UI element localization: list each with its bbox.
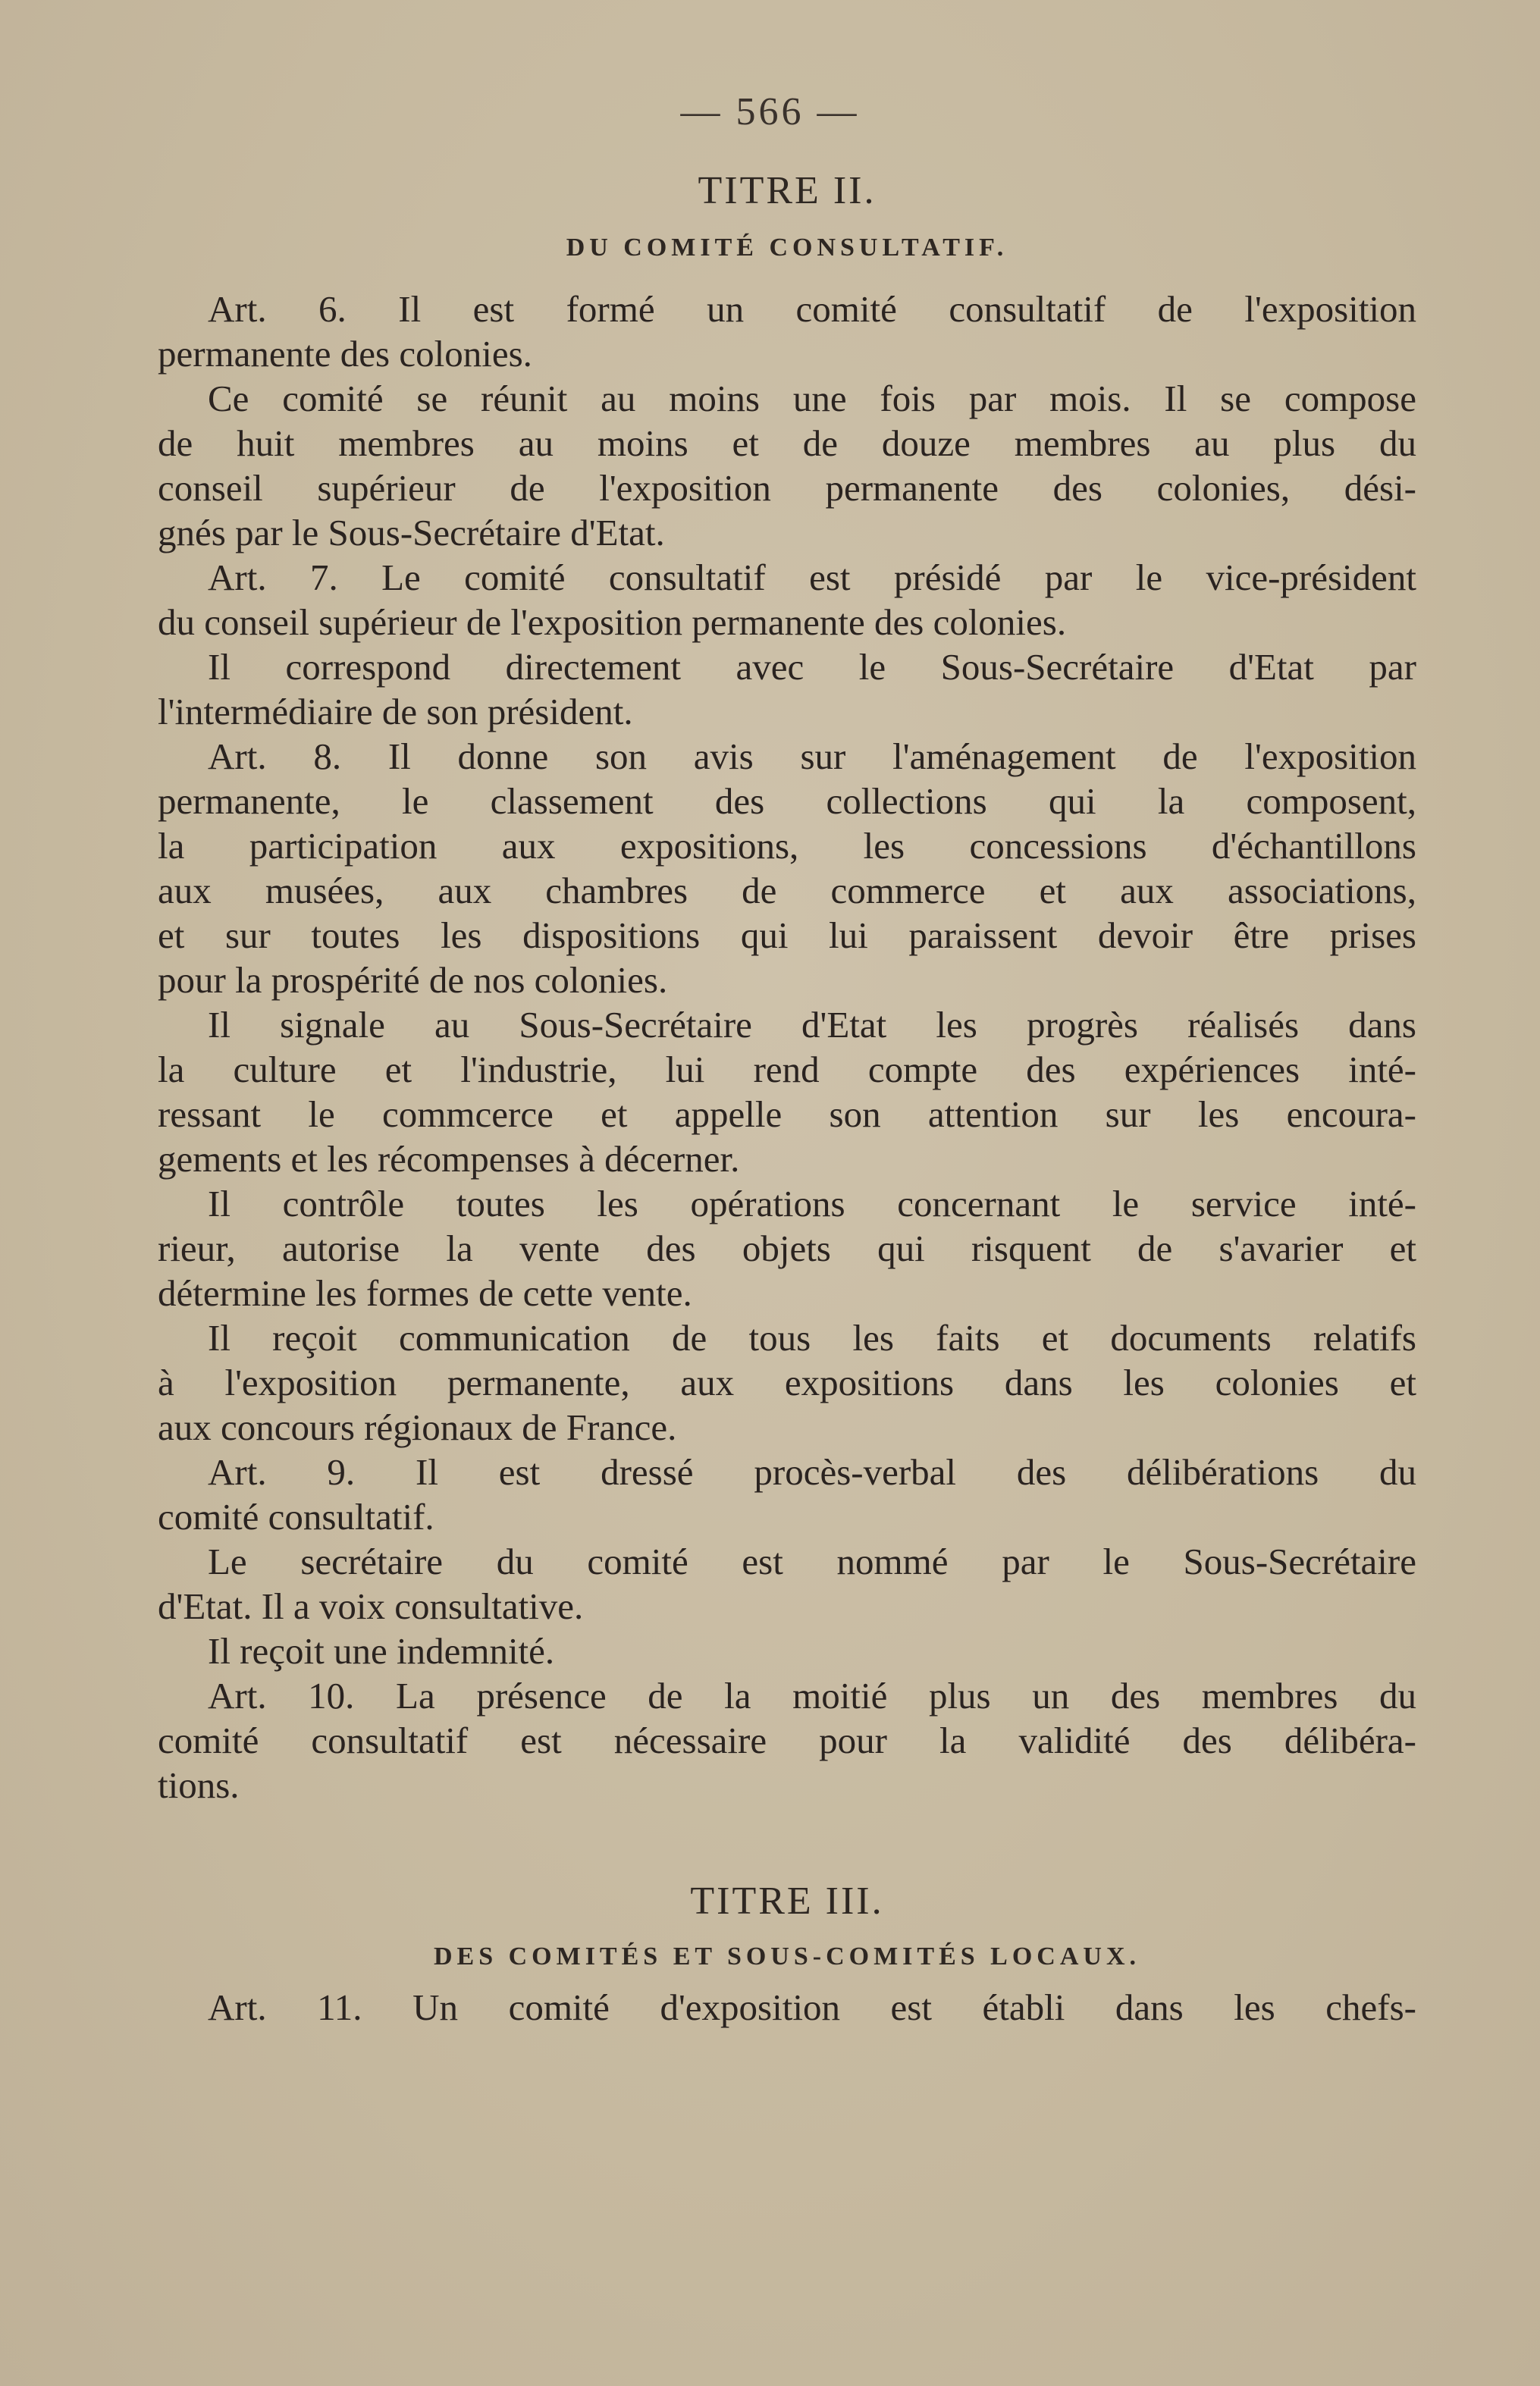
text-line: gements et les récompenses à décerner.	[158, 1138, 740, 1180]
text-line: Art. 7. Le comité consultatif est présidé par le vice-président	[208, 557, 1416, 598]
titre-2-heading: TITRE II.	[698, 169, 877, 212]
text-line: d'Etat. Il a voix consultative.	[158, 1585, 584, 1627]
text-line: comité consultatif.	[158, 1496, 434, 1538]
page-number: — 566 —	[680, 90, 860, 133]
text-line: du conseil supérieur de l'exposition permanente des colonies.	[158, 601, 1067, 643]
paragraph	[158, 1181, 1416, 1315]
text-line: Art. 9. Il est dressé procès-verbal des délibérations du	[208, 1451, 1416, 1493]
text-line: ressant le commcerce et appelle son attention sur les encoura-	[158, 1093, 1416, 1135]
paragraph-art-11	[158, 1985, 1416, 2030]
text-line: Art. 11. Un comité d'exposition est établi dans les chefs-	[208, 1986, 1416, 2028]
text-line: gnés par le Sous-Secrétaire d'Etat.	[158, 512, 665, 553]
text-line: et sur toutes les dispositions qui lui paraissent devoir être prises	[158, 914, 1416, 956]
text-line: l'intermédiaire de son président.	[158, 691, 633, 732]
paragraph	[158, 1539, 1416, 1629]
text-line: permanente des colonies.	[158, 333, 532, 375]
text-line: Art. 8. Il donne son avis sur l'aménagement de l'exposition	[208, 735, 1416, 777]
text-line: Le secrétaire du comité est nommé par le Sous-Secrétaire	[208, 1541, 1416, 1582]
paragraph-art-9	[158, 1450, 1416, 1539]
text-line: détermine les formes de cette vente.	[158, 1272, 692, 1314]
titre-3-heading: TITRE III.	[690, 1880, 884, 1923]
paragraph	[158, 644, 1416, 734]
text-line: rieur, autorise la vente des objets qui risquent de s'avarier et	[158, 1227, 1416, 1269]
text-line: permanente, le classement des collections qui la composent,	[158, 780, 1416, 822]
text-line: Art. 10. La présence de la moitié plus un des membres du	[208, 1675, 1416, 1717]
body-text-titre-2	[158, 287, 1416, 1808]
text-line: aux concours régionaux de France.	[158, 1406, 677, 1448]
text-line: Il signale au Sous-Secrétaire d'Etat les progrès réalisés dans	[208, 1004, 1416, 1046]
titre-2-subheading: DU COMITÉ CONSULTATIF.	[566, 234, 1008, 262]
paragraph-art-8	[158, 734, 1416, 1002]
text-line: conseil supérieur de l'exposition permanente des colonies, dési-	[158, 467, 1416, 509]
text-line: la participation aux expositions, les concessions d'échantillons	[158, 825, 1416, 867]
text-line: Il correspond directement avec le Sous-Secrétaire d'Etat par	[208, 646, 1416, 688]
paragraph	[158, 1629, 1416, 1673]
paragraph-art-7	[158, 555, 1416, 644]
text-line: Il contrôle toutes les opérations concernant le service inté-	[208, 1183, 1416, 1224]
body-text-titre-3	[158, 1985, 1416, 2030]
text-line: tions.	[158, 1764, 240, 1806]
text-line: Il reçoit communication de tous les faits et documents relatifs	[208, 1317, 1416, 1359]
text-line: à l'exposition permanente, aux expositions dans les colonies et	[158, 1362, 1416, 1403]
paragraph-art-10	[158, 1673, 1416, 1808]
text-line: de huit membres au moins et de douze membres au plus du	[158, 422, 1416, 464]
text-line: Ce comité se réunit au moins une fois par mois. Il se compose	[208, 378, 1416, 419]
paragraph	[158, 376, 1416, 555]
paragraph	[158, 1002, 1416, 1181]
text-line: aux musées, aux chambres de commerce et aux associations,	[158, 870, 1416, 911]
paragraph	[158, 1315, 1416, 1450]
titre-3-subheading: DES COMITÉS ET SOUS-COMITÉS LOCAUX.	[433, 1942, 1141, 1971]
text-line: comité consultatif est nécessaire pour la validité des délibéra-	[158, 1720, 1416, 1761]
paragraph-art-6	[158, 287, 1416, 376]
text-line: la culture et l'industrie, lui rend compte des expériences inté-	[158, 1049, 1416, 1090]
text-line: Il reçoit une indemnité.	[208, 1630, 555, 1672]
text-line: Art. 6. Il est formé un comité consultatif de l'exposition	[208, 288, 1416, 330]
text-line: pour la prospérité de nos colonies.	[158, 959, 668, 1001]
